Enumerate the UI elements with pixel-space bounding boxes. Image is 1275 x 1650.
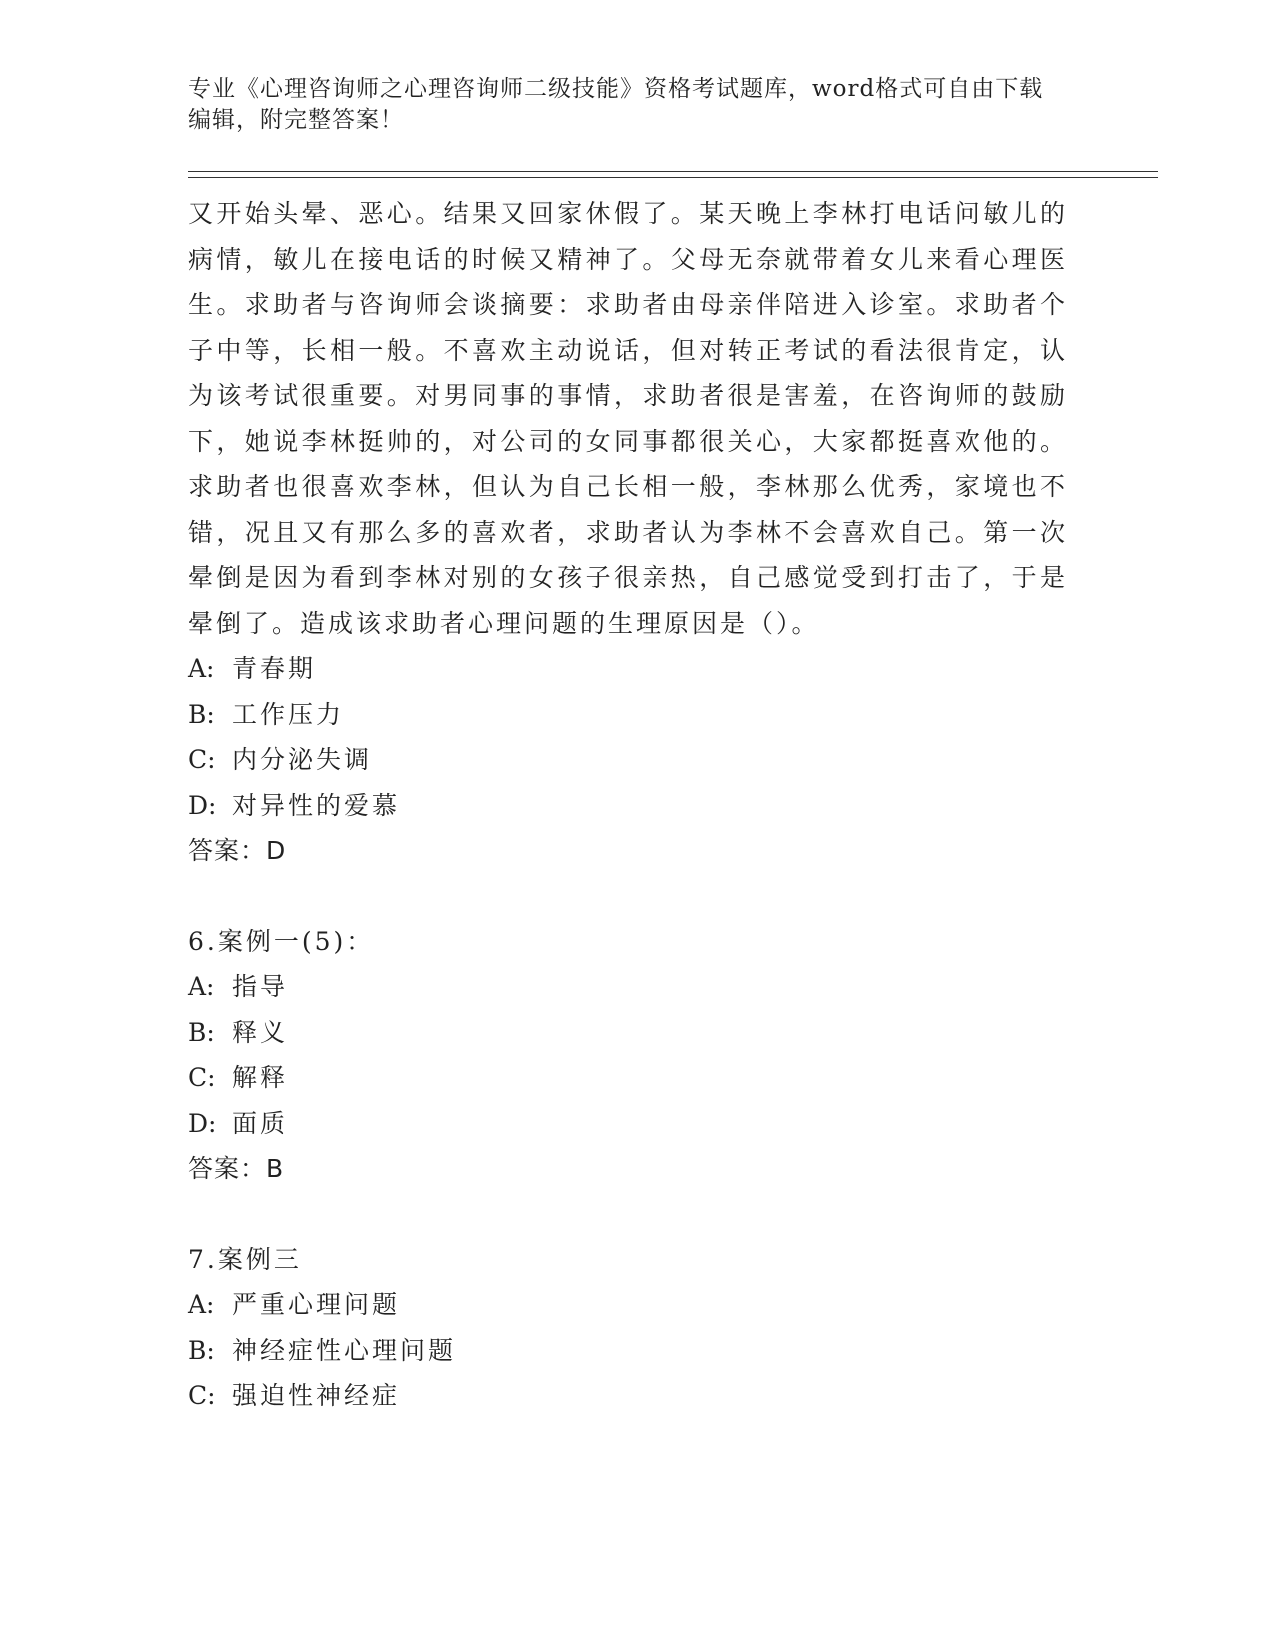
question-7	[188, 1237, 1068, 1419]
option-b: B: 工作压力	[188, 699, 345, 729]
answer-label: 答案：B	[188, 1154, 285, 1183]
header-divider-top	[188, 171, 1158, 172]
document-header	[188, 74, 1068, 136]
question-6	[188, 919, 1068, 1192]
question-7-title: 7.案例三	[188, 1244, 302, 1274]
document-body	[188, 191, 1068, 1419]
question-5-text: 又开始头晕、恶心。结果又回家休假了。某天晚上李林打电话问敏儿的病情，敏儿在接电话的时候又精神了。父母无奈就带着女儿来看心理医生。求助者与咨询师会谈摘要：求助者由母亲伴陪进入诊室。求助者个子中等，长相一般。不喜欢主动说话，但对转正考试的看法很肯定，认为该考试很重要。对男同事的事情，求助者很是害羞，在咨询师的鼓励下，她说李林挺帅的，对公司的女同事都很关心，大家都挺喜欢他的。求助者也很喜欢李林，但认为自己长相一般，李林那么优秀，家境也不错，况且又有那么多的喜欢者，求助者认为李林不会喜欢自己。第一次晕倒是因为看到李林对别的女孩子很亲热，自己感觉受到打击了，于是晕倒了。造成该求助者心理问题的生理原因是（）。	[188, 199, 1068, 638]
header-line-2: 编辑，附完整答案！	[188, 107, 404, 133]
option-c: C: 强迫性神经症	[188, 1381, 401, 1410]
option-b: B: 神经症性心理问题	[188, 1335, 457, 1365]
option-a: A: 指导	[188, 972, 289, 1001]
header-divider-bottom	[188, 177, 1158, 178]
option-b: B: 释义	[188, 1017, 289, 1047]
option-c: C: 解释	[188, 1063, 289, 1092]
answer-label: 答案：D	[188, 836, 287, 865]
header-line-1: 专业《心理咨询师之心理咨询师二级技能》资格考试题库，word格式可自由下载	[188, 76, 1044, 102]
option-a: A: 严重心理问题	[188, 1290, 401, 1319]
question-6-title: 6.案例一(5)：	[188, 926, 375, 956]
option-d: D: 面质	[188, 1108, 289, 1138]
option-d: D: 对异性的爱慕	[188, 790, 401, 820]
option-c: C: 内分泌失调	[188, 745, 373, 774]
option-a: A: 青春期	[188, 654, 317, 683]
question-5	[188, 191, 1068, 874]
